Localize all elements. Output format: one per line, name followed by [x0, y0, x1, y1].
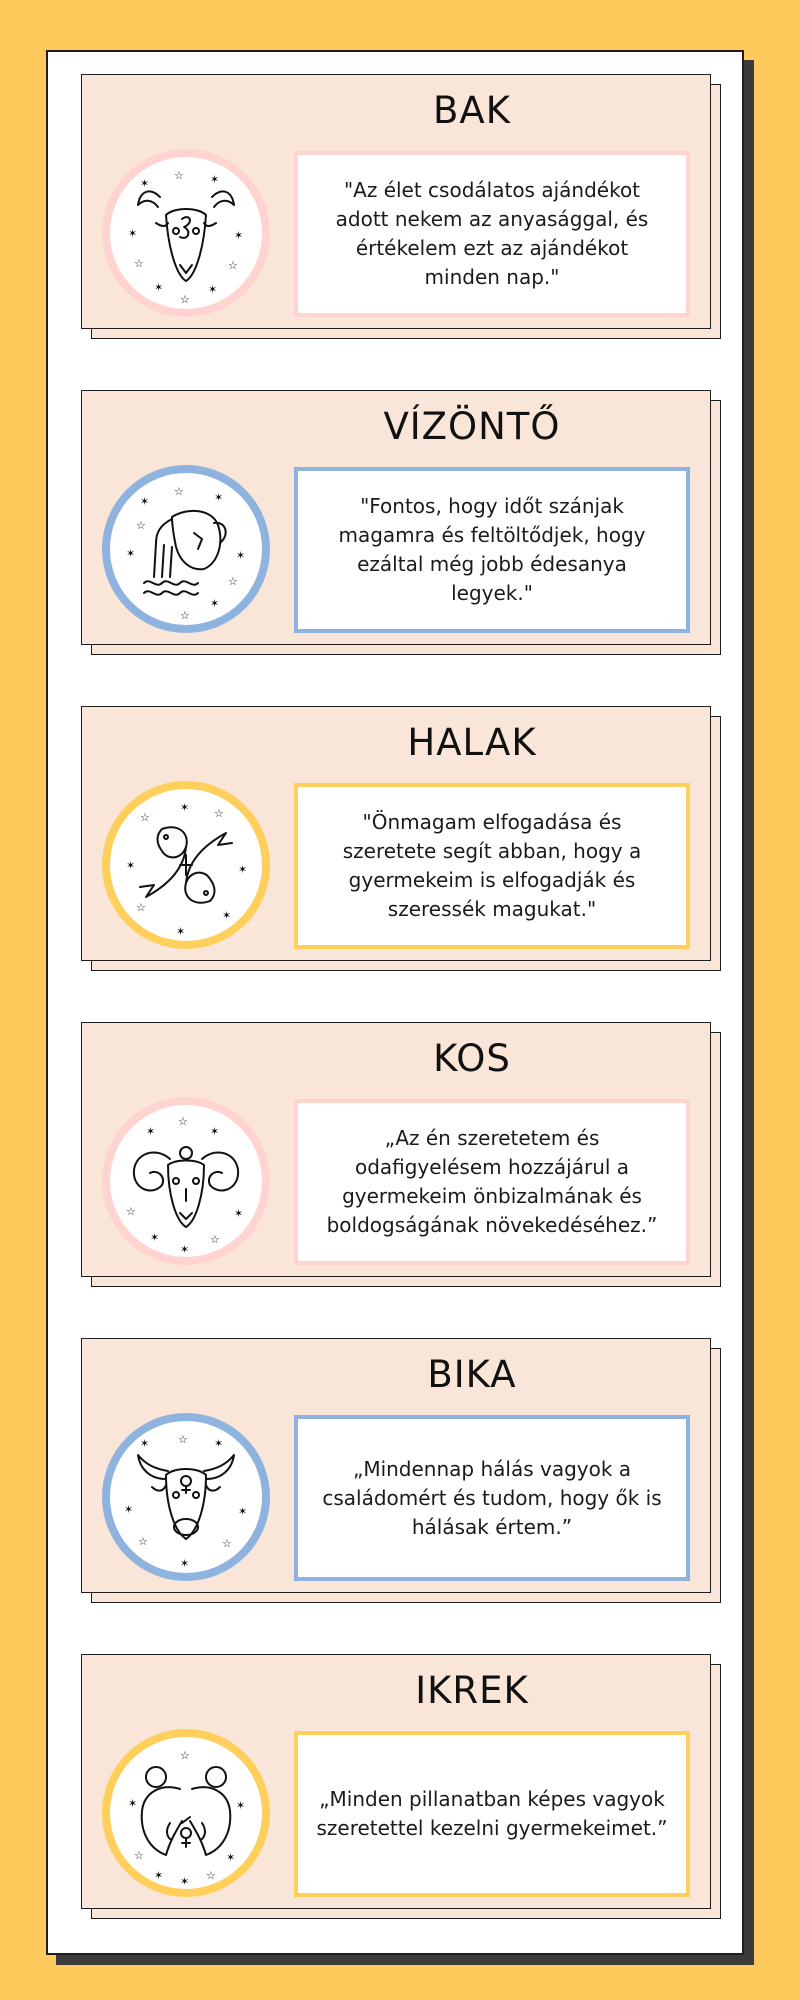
card-panel	[81, 390, 711, 645]
card-panel	[81, 1022, 711, 1277]
svg-text:✶: ✶	[234, 1207, 244, 1220]
svg-text:☆: ☆	[174, 485, 184, 498]
card-panel	[81, 1654, 711, 1909]
svg-text:✶: ✶	[238, 1505, 248, 1518]
svg-text:✶: ✶	[214, 491, 224, 504]
svg-text:☆: ☆	[140, 811, 150, 824]
medallion	[102, 1097, 270, 1265]
svg-text:✶: ✶	[234, 229, 244, 242]
svg-text:✶: ✶	[154, 281, 164, 294]
svg-text:✶: ✶	[146, 1125, 156, 1138]
svg-text:☆: ☆	[228, 575, 238, 588]
svg-text:✶: ✶	[128, 227, 138, 240]
medallion	[102, 149, 270, 317]
svg-text:✶: ✶	[154, 1869, 164, 1882]
gemini-twins-icon	[110, 1737, 262, 1889]
svg-text:✶: ✶	[180, 1557, 190, 1570]
card-panel	[81, 74, 711, 329]
svg-text:✶: ✶	[180, 1875, 190, 1888]
svg-text:✶: ✶	[126, 859, 136, 872]
quote-box	[294, 151, 690, 317]
zodiac-card-bak	[81, 74, 721, 339]
zodiac-card-kos	[81, 1022, 721, 1287]
zodiac-card-vizonto	[81, 390, 721, 655]
svg-text:☆: ☆	[228, 259, 238, 272]
quote-text: "Önmagam elfogadása és szeretete segít abban, hogy a gyermekeim is elfogadják és szeressék magukat."	[342, 810, 642, 921]
svg-text:☆: ☆	[210, 1233, 220, 1246]
svg-text:✶: ✶	[236, 1799, 246, 1812]
sign-title: HALAK	[407, 721, 537, 764]
zodiac-card-bika	[81, 1338, 721, 1603]
svg-text:☆: ☆	[126, 1205, 136, 1218]
svg-text:☆: ☆	[178, 1433, 188, 1446]
svg-text:☆: ☆	[180, 293, 190, 306]
svg-text:✶: ✶	[180, 801, 190, 814]
svg-text:☆: ☆	[134, 1849, 144, 1862]
sign-title: KOS	[433, 1037, 511, 1080]
quote-text: "Az élet csodálatos ajándékot adott nekem az anyasággal, és értékelem ezt az ajándékot minden nap."	[335, 178, 649, 289]
svg-text:☆: ☆	[222, 1537, 232, 1550]
svg-text:☆: ☆	[178, 1115, 188, 1128]
svg-text:✶: ✶	[226, 1851, 236, 1864]
pisces-fish-icon	[110, 789, 262, 941]
quote-text: „Az én szeretetem és odafigyelésem hozzájárul a gyermekeim önbizalmának és boldogságának növekedéséhez.”	[326, 1126, 658, 1237]
svg-text:✶: ✶	[210, 1125, 220, 1138]
svg-text:✶: ✶	[124, 1503, 134, 1516]
zodiac-card-ikrek	[81, 1654, 721, 1919]
svg-text:☆: ☆	[206, 1869, 216, 1882]
svg-text:☆: ☆	[180, 1749, 190, 1762]
zodiac-card-halak	[81, 706, 721, 971]
svg-text:☆: ☆	[138, 1535, 148, 1548]
quote-box	[294, 1099, 690, 1265]
sign-title: VÍZÖNTŐ	[383, 405, 561, 448]
svg-text:✶: ✶	[128, 1797, 138, 1810]
svg-text:✶: ✶	[126, 547, 136, 560]
medallion	[102, 781, 270, 949]
quote-text: "Fontos, hogy időt szánjak magamra és feltöltődjek, hogy ezáltal még jobb édesanya legyek."	[338, 494, 646, 605]
svg-text:✶: ✶	[180, 1243, 190, 1256]
svg-text:☆: ☆	[214, 807, 224, 820]
medallion	[102, 1729, 270, 1897]
quote-text: „Minden pillanatban képes vagyok szeretettel kezelni gyermekeimet.”	[316, 1787, 668, 1840]
quote-box	[294, 1415, 690, 1581]
sign-title: BIKA	[427, 1353, 517, 1396]
capricorn-goat-icon	[110, 157, 262, 309]
card-panel	[81, 1338, 711, 1593]
aquarius-water-jug-icon	[110, 473, 262, 625]
svg-text:✶: ✶	[176, 925, 186, 938]
quote-box	[294, 1731, 690, 1897]
svg-text:☆: ☆	[136, 519, 146, 532]
svg-text:✶: ✶	[238, 863, 248, 876]
svg-text:✶: ✶	[222, 909, 232, 922]
svg-text:☆: ☆	[136, 901, 146, 914]
svg-text:✶: ✶	[210, 173, 220, 186]
svg-text:☆: ☆	[174, 169, 184, 182]
svg-text:☆: ☆	[134, 257, 144, 270]
aries-ram-icon	[110, 1105, 262, 1257]
quote-text: „Mindennap hálás vagyok a családomért és tudom, hogy ők is hálásak értem.”	[322, 1456, 662, 1539]
medallion	[102, 465, 270, 633]
card-panel	[81, 706, 711, 961]
svg-text:✶: ✶	[210, 597, 220, 610]
quote-box	[294, 467, 690, 633]
medallion	[102, 1413, 270, 1581]
quote-box	[294, 783, 690, 949]
svg-text:✶: ✶	[236, 549, 246, 562]
svg-text:✶: ✶	[140, 1437, 150, 1450]
taurus-bull-icon	[110, 1421, 262, 1573]
sign-title: BAK	[433, 89, 511, 132]
sign-title: IKREK	[415, 1669, 529, 1712]
svg-text:✶: ✶	[214, 1437, 224, 1450]
svg-text:✶: ✶	[140, 177, 150, 190]
svg-text:☆: ☆	[180, 609, 190, 622]
svg-text:✶: ✶	[208, 283, 218, 296]
svg-text:✶: ✶	[150, 1231, 160, 1244]
svg-text:✶: ✶	[140, 495, 150, 508]
